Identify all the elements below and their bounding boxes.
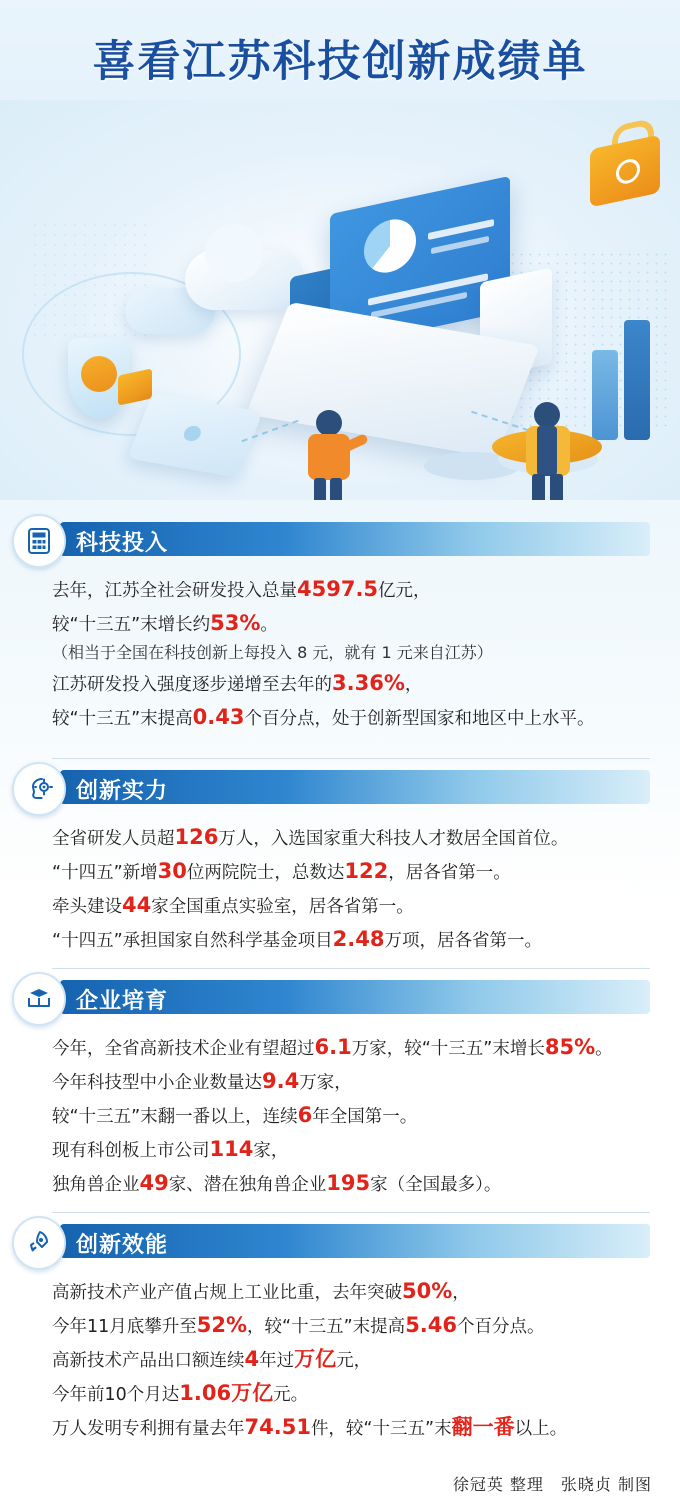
text-run: 今年11月底攀升至 <box>52 1317 197 1338</box>
text-run: 个百分点，处于创新型国家和地区中上水平。 <box>244 708 595 729</box>
section-body <box>0 562 680 734</box>
stat-line <box>52 1064 680 1098</box>
text-run: 独角兽企业 <box>52 1175 140 1196</box>
stat-note <box>52 640 680 666</box>
text-run: ， <box>404 674 423 695</box>
highlight-value: 1.06 <box>179 1381 232 1406</box>
stat-line <box>52 1132 680 1166</box>
highlight-value: 2.48 <box>332 927 385 952</box>
text-run: 全省研发人员超 <box>52 829 175 849</box>
credit-line: 徐冠英 整理 张晓贞 制图 <box>452 1475 652 1494</box>
person-head <box>316 410 342 436</box>
highlight-value: 195 <box>326 1171 371 1196</box>
text-run: 万家， <box>299 1073 352 1094</box>
text-run: 今年前10个月达 <box>52 1385 180 1406</box>
hero-illustration <box>0 100 680 500</box>
stat-line <box>52 1410 680 1444</box>
text-run: 现有科创板上市公司 <box>52 1141 210 1162</box>
section-innovation-strength <box>0 766 680 956</box>
text-run: 个百分点。 <box>457 1317 545 1338</box>
text-run: 亿元， <box>378 581 431 601</box>
person-figure-left <box>300 410 360 500</box>
stat-line <box>52 854 680 888</box>
highlight-value: 4597.5 <box>297 577 379 601</box>
section-title: 创新效能 <box>76 1233 169 1258</box>
person-vest <box>537 426 557 476</box>
text-run: 万人发明专利拥有量去年 <box>52 1419 245 1440</box>
text-run: 件，较“十三五”末 <box>310 1419 452 1440</box>
text-run: “十四五”承担国家自然科学基金项目 <box>52 931 333 952</box>
stat-line <box>52 922 680 956</box>
calculator-icon <box>12 514 66 568</box>
highlight-value: 122 <box>344 859 389 884</box>
bar-chart-bar <box>624 320 650 440</box>
highlight-value: 3.36% <box>332 670 405 695</box>
person-leg <box>532 474 545 500</box>
highlight-value: 万亿 <box>231 1381 274 1406</box>
highlight-value: 52% <box>196 1313 248 1338</box>
cloud-icon-large <box>185 250 305 310</box>
highlight-value: 6.1 <box>314 1035 352 1059</box>
section-body <box>0 1020 680 1200</box>
text-run: 家， <box>253 1141 289 1162</box>
text-run: 。 <box>595 1039 613 1059</box>
text-run: 年全国第一。 <box>312 1107 418 1128</box>
highlight-value: 85% <box>544 1035 596 1059</box>
person-head <box>534 402 560 428</box>
text-run: 。 <box>260 615 278 636</box>
text-run: 家全国重点实验室，居各省第一。 <box>151 897 414 918</box>
section-body <box>0 1264 680 1444</box>
section-header <box>0 766 680 810</box>
page-title: 喜看江苏科技创新成绩单 <box>92 37 588 87</box>
text-run: 位两院院士，总数达 <box>186 863 345 884</box>
text-run: 江苏研发投入强度逐步递增至去年的 <box>52 674 332 695</box>
text-run: 元。 <box>273 1385 309 1406</box>
stat-line <box>52 666 680 700</box>
highlight-value: 翻一番 <box>451 1415 515 1440</box>
section-innovation-efficiency <box>0 1220 680 1444</box>
text-run: 家（全国最多）。 <box>370 1175 502 1196</box>
highlight-value: 0.43 <box>192 704 245 729</box>
text-run: 万人，入选国家重大科技人才数居全国首位。 <box>218 829 569 849</box>
person-figure-right <box>520 402 580 500</box>
text-run: “十四五”新增 <box>52 863 158 884</box>
highlight-value: 万亿 <box>294 1347 337 1372</box>
text-run: （相当于全国在科技创新上每投入 8 元，就有 1 元来自江苏） <box>52 643 493 663</box>
book-graduate-icon <box>12 972 66 1026</box>
stat-line <box>52 700 680 734</box>
highlight-value: 9.4 <box>262 1069 300 1094</box>
section-header <box>0 518 680 562</box>
text-run: 去年，江苏全社会研发投入总量 <box>52 581 297 601</box>
text-run: 以上。 <box>514 1419 568 1440</box>
highlight-value: 74.51 <box>244 1415 311 1440</box>
section-header <box>0 1220 680 1264</box>
text-run: 万家，较“十三五”末增长 <box>351 1039 545 1059</box>
person-leg <box>314 478 326 500</box>
text-run: ，较“十三五”末提高 <box>247 1317 406 1338</box>
text-run: ，居各省第一。 <box>388 863 511 884</box>
text-run: 高新技术产品出口额连续 <box>52 1351 245 1372</box>
text-run: ， <box>452 1283 470 1303</box>
person-leg <box>550 474 563 500</box>
text-run: 年过 <box>259 1351 295 1372</box>
stat-line <box>52 1030 680 1064</box>
stat-line <box>52 1342 680 1376</box>
section-divider <box>52 758 650 759</box>
highlight-value: 6 <box>297 1103 313 1128</box>
bar-chart-bar <box>592 350 618 440</box>
highlight-value: 50% <box>402 1279 453 1303</box>
section-title: 企业培育 <box>76 989 169 1014</box>
stat-line <box>52 1166 680 1200</box>
person-leg <box>330 478 342 500</box>
text-run: 较“十三五”末增长约 <box>52 615 211 636</box>
stat-line <box>52 606 680 640</box>
stat-line <box>52 888 680 922</box>
person-body <box>308 434 350 480</box>
highlight-value: 114 <box>209 1137 254 1162</box>
text-run: 较“十三五”末翻一番以上，连续 <box>52 1107 298 1128</box>
text-run: 今年科技型中小企业数量达 <box>52 1073 262 1094</box>
highlight-value: 44 <box>122 893 152 918</box>
highlight-value: 4 <box>244 1347 260 1372</box>
section-title: 创新实力 <box>76 779 169 804</box>
stat-line <box>52 1274 680 1308</box>
highlight-value: 126 <box>174 825 219 849</box>
highlight-value: 49 <box>139 1171 169 1196</box>
highlight-value: 53% <box>210 611 261 636</box>
section-title: 科技投入 <box>76 531 169 556</box>
text-run: 万项，居各省第一。 <box>384 931 542 952</box>
text-run: 今年，全省高新技术企业有望超过 <box>52 1039 315 1059</box>
section-header <box>0 976 680 1020</box>
text-run: 较“十三五”末提高 <box>52 708 193 729</box>
stat-line <box>52 572 680 606</box>
text-run: 牵头建设 <box>52 897 122 918</box>
stat-line <box>52 1308 680 1342</box>
stat-line <box>52 820 680 854</box>
highlight-value: 5.46 <box>405 1313 458 1338</box>
brain-gear-icon <box>12 762 66 816</box>
section-enterprise-cultivation <box>0 976 680 1200</box>
section-science-investment <box>0 518 680 734</box>
highlight-value: 30 <box>157 859 187 884</box>
stat-line <box>52 1098 680 1132</box>
text-run: 家、潜在独角兽企业 <box>168 1175 327 1196</box>
section-body <box>0 810 680 956</box>
text-run: 元， <box>336 1351 372 1372</box>
section-divider <box>52 1212 650 1213</box>
section-divider <box>52 968 650 969</box>
rocket-icon <box>12 1216 66 1270</box>
text-run: 高新技术产业产值占规上工业比重，去年突破 <box>52 1283 402 1303</box>
stat-line <box>52 1376 680 1410</box>
